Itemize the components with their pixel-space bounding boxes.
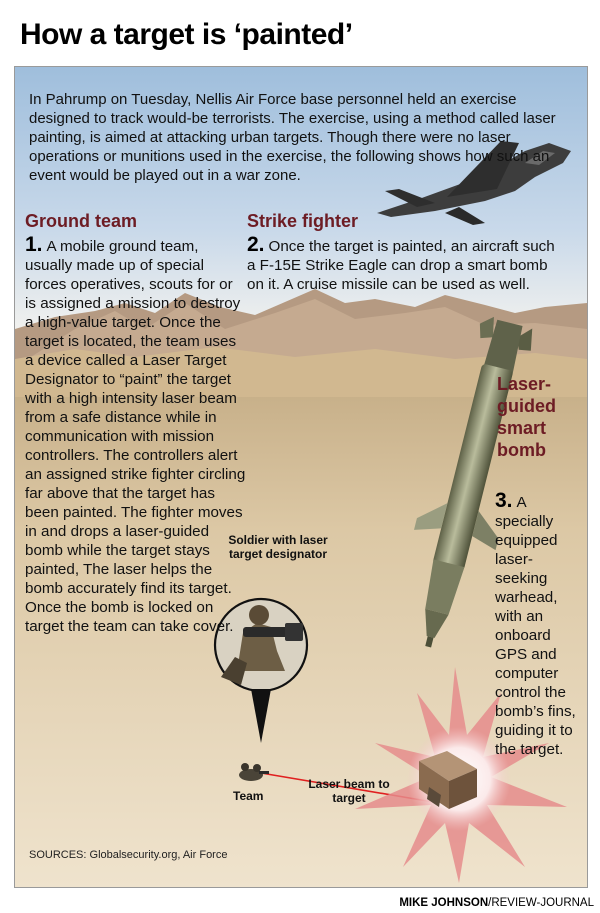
ground-team-description (25, 235, 247, 636)
credit-outlet: /REVIEW-JOURNAL (488, 897, 594, 909)
step-1-number: 1. (25, 233, 43, 256)
photo-credit (399, 897, 594, 909)
strike-fighter-text: Once the target is painted, an aircraft such a F-15E Strike Eagle can drop a smart bomb on it. A cruise missile can be used as well. (247, 238, 555, 293)
content-panel (14, 66, 588, 888)
infographic-title: How a target is ‘painted’ (20, 18, 353, 51)
strike-fighter-description (247, 235, 565, 294)
laser-beam-caption: Laser beam to target (308, 777, 390, 805)
strike-fighter-heading: Strike fighter (247, 211, 359, 231)
intro-paragraph: In Pahrump on Tuesday, Nellis Air Force base personnel held an exercise designed to track would-be terrorists. The exercise, using a method called laser painting, is aimed at attacking urban targets. Though there were no laser operations or munitions used in the exercise, the following shows how such an event would be played out in a war zone. (29, 91, 556, 184)
smart-bomb-text: A specially equipped laser-seeking warhead, with an onboard GPS and computer control the bomb’s fins, guiding it to the target. (495, 494, 576, 758)
smart-bomb-description (495, 491, 583, 759)
credit-name: MIKE JOHNSON (399, 897, 489, 909)
team-caption: Team (233, 789, 264, 803)
step-2-number: 2. (247, 233, 265, 256)
smart-bomb-heading: Laser-guided smart bomb (497, 374, 556, 460)
ground-team-text: A mobile ground team, usually made up of special forces operatives, scouts for or is assigned a mission to destroy a high-value target. Once the target is located, the team uses a device called a Laser Target Designator to “paint” the target with a high intensity laser beam from a safe distance while in communication with mission controllers. The controllers alert an assigned strike fighter circling far above that the target has been painted. The fighter moves in and drops a laser-guided bomb while the target stays painted, The laser helps the bomb accurately find its target. Once the bomb is locked on target the team can take cover. (25, 238, 246, 635)
sources-note: SOURCES: Globalsecurity.org, Air Force (29, 849, 228, 861)
ground-team-heading: Ground team (25, 211, 138, 231)
soldier-caption: Soldier with laser target designator (228, 533, 328, 561)
step-3-number: 3. (495, 489, 513, 512)
